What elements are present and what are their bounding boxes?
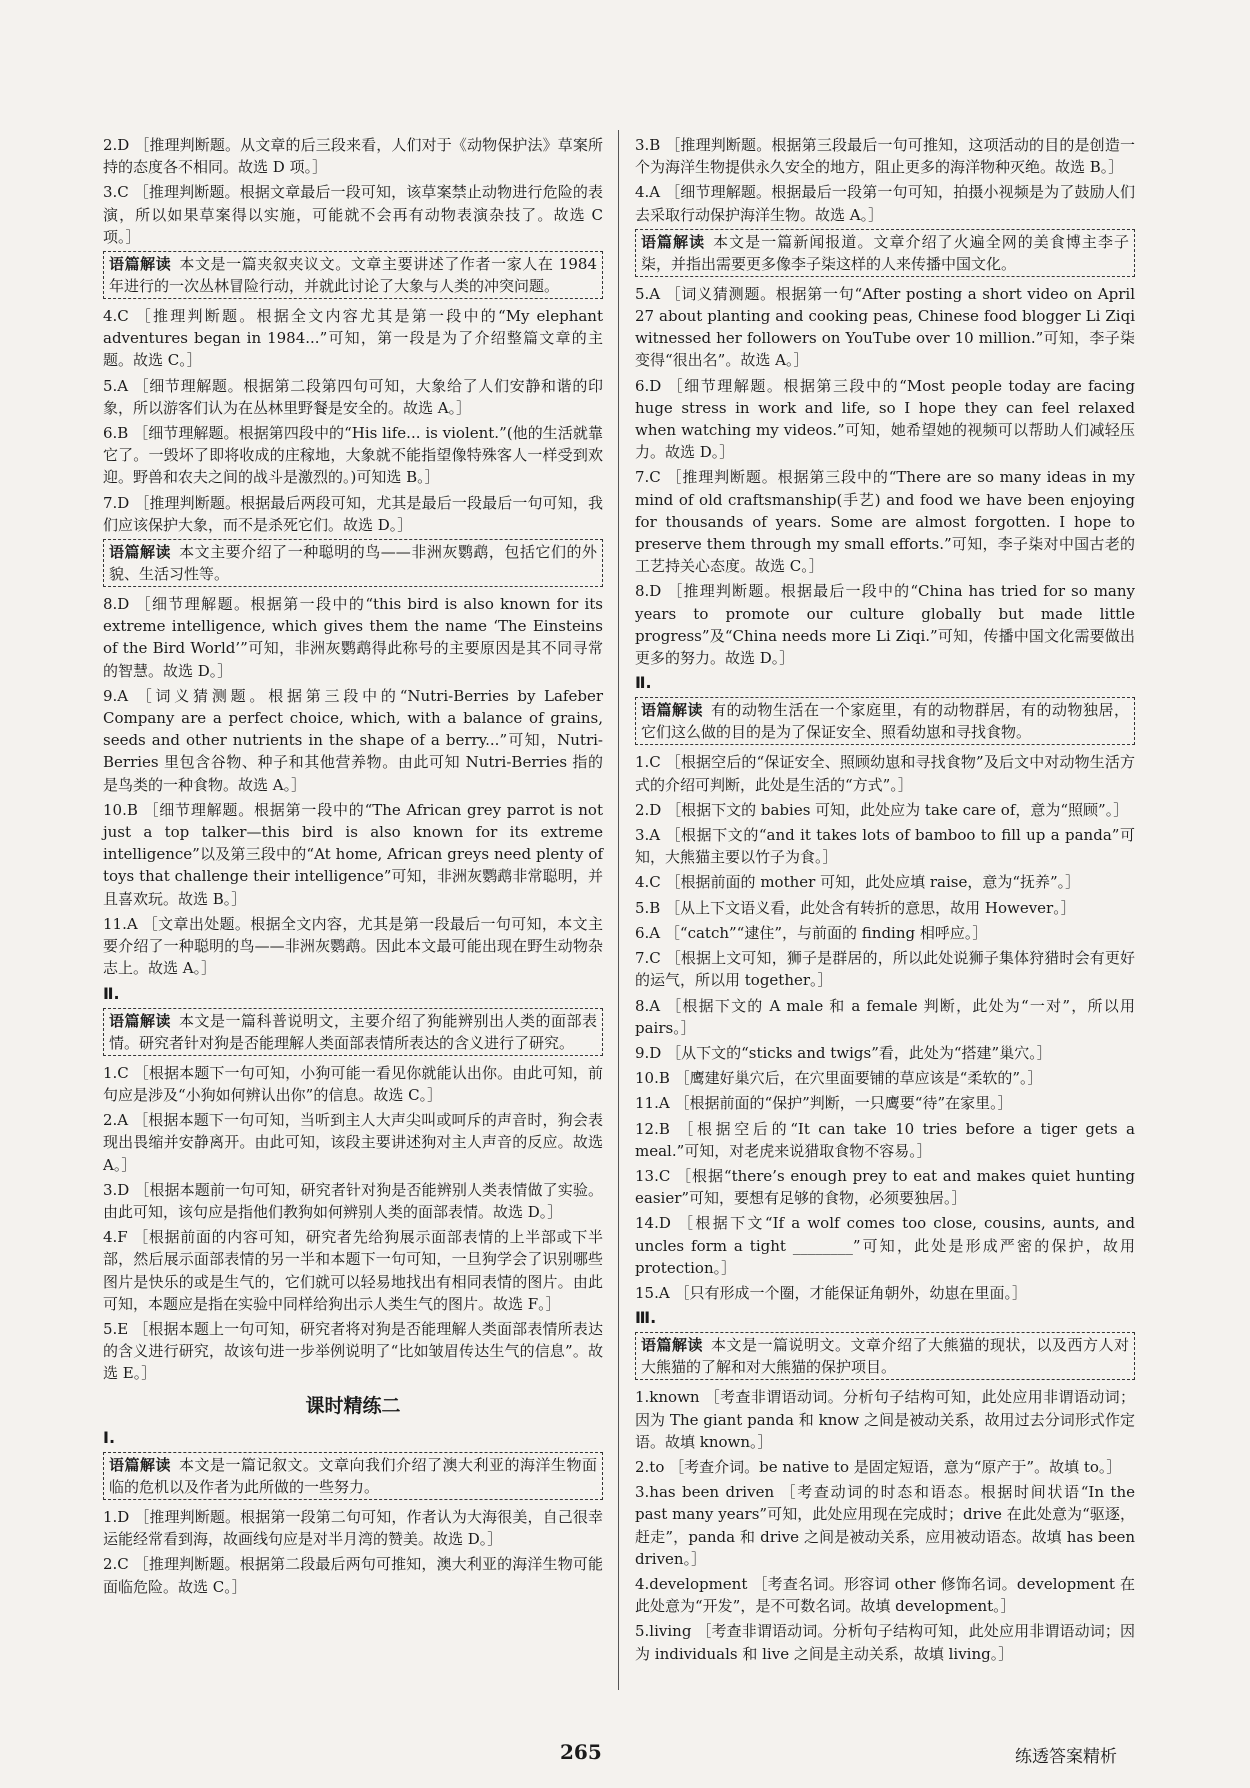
reading-analysis-box: [103, 539, 603, 587]
section-heading: 课时精练二: [305, 1394, 401, 1417]
column-divider: [618, 130, 619, 1690]
reading-analysis-box: [635, 697, 1135, 745]
reading-analysis-text: 本文是一篇新闻报道。文章介绍了火遍全网的美食博主李子柒，并指出需要更多像李子柒这样的人来传播中国文化。: [641, 232, 1129, 273]
answer-item: 7.C ［根据上文可知，狮子是群居的，所以此处说狮子集体狩猎时会有更好的运气，所以用 together。］: [635, 949, 1135, 990]
answer-item: 6.A ［“catch”“逮住”，与前面的 finding 相呼应。］: [635, 923, 988, 942]
answer-item: 8.A ［根据下文的 A male 和 a female 判断，此处为“一对”，所以用 pairs。］: [635, 996, 1135, 1037]
answer-item: 6.D ［细节理解题。根据第三段中的“Most people today are facing huge stress in work and life, so I hope they can feel relaxed when watching my videos.”可知，她希望她的视频可以帮助人们减轻压力。故选 D。］: [635, 376, 1135, 462]
reading-analysis-title: 语篇解读: [109, 1011, 171, 1030]
answer-item: 9.D ［从下文的“sticks and twigs”看，此处为“搭建”巢穴。］: [635, 1043, 1052, 1062]
answer-item: 3.C ［推理判断题。根据文章最后一段可知，该草案禁止动物进行危险的表演，所以如果草案得以实施，可能就不会再有动物表演杂技了。故选 C 项。］: [103, 183, 603, 246]
answer-item: 2.D ［推理判断题。从文章的后三段来看，人们对于《动物保护法》草案所持的态度各不相同。故选 D 项。］: [103, 136, 603, 177]
answer-item: 5.living ［考查非谓语动词。分析句子结构可知，此处应用非谓语动词；因为 individuals 和 live 之间是主动关系，故填 living。］: [635, 1622, 1135, 1663]
reading-analysis-title: 语篇解读: [109, 543, 172, 562]
answer-item: 4.C ［推理判断题。根据全文内容尤其是第一段中的“My elephant adventures began in 1984...”可知，第一段是为了介绍整篇文章的主题。故选 C。］: [103, 307, 603, 370]
reading-analysis-title: 语篇解读: [109, 1455, 171, 1474]
reading-analysis-text: 本文是一篇记叙文。文章向我们介绍了澳大利亚的海洋生物面临的危机以及作者为此所做的一些努力。: [109, 1455, 597, 1496]
section-marker: Ⅱ.: [103, 983, 120, 1003]
answer-item: 11.A ［根据前面的“保护”判断，一只鹰要“待”在家里。］: [635, 1094, 1013, 1113]
page-number: 265: [560, 1740, 602, 1764]
answer-item: 4.C ［根据前面的 mother 可知，此处应填 raise，意为“抚养”。］: [635, 873, 1081, 892]
reading-analysis-title: 语篇解读: [641, 1336, 703, 1355]
answer-item: 3.A ［根据下文的“and it takes lots of bamboo to fill up a panda”可知，大熊猫主要以竹子为食。］: [635, 826, 1135, 867]
answer-item: 13.C ［根据“there’s enough prey to eat and makes quiet hunting easier”可知，要想有足够的食物，必须要独居。］: [635, 1166, 1135, 1208]
answer-item: 9.A ［词义猜测题。根据第三段中的“Nutri-Berries by Lafeber Company are a perfect choice, which, with a balance of grains, seeds and other nutrients in the shape of a berry...”可知，Nutri-Berries 里包含谷物、种子和其他营养物。由此可知 Nutri-Berries 指的是鸟类的一种食物。故选 A。］: [103, 686, 603, 794]
answer-item: 7.C ［推理判断题。根据第三段中的“There are so many ideas in my mind of old craftsmanship(手艺) and food we have been enjoying for thousands of years. Some are almost forgotten. I hope to preserve them through my small efforts.”可知，李子柒对中国古老的工艺持关心态度。故选 C。］: [635, 468, 1135, 576]
answer-item: 6.B ［细节理解题。根据第四段中的“His life... is violent.”(他的生活就靠它了。一毁坏了即将收成的庄稼地，大象就不能指望像特殊客人一样受到欢迎。野兽和农夫之间的战斗是激烈的。)可知选 B。］: [103, 424, 603, 487]
reading-analysis-box: [635, 1332, 1135, 1380]
answer-item: 15.A ［只有形成一个圈，才能保证角朝外，幼崽在里面。］: [635, 1283, 1027, 1302]
answer-item: 10.B ［鹰建好巢穴后，在穴里面要铺的草应该是“柔软的”。］: [635, 1069, 1043, 1088]
answer-item: 5.B ［从上下文语义看，此处含有转折的意思，故用 However。］: [635, 898, 1076, 917]
answer-item: 1.known ［考查非谓语动词。分析句子结构可知，此处应用非谓语动词；因为 The giant panda 和 know 之间是被动关系，故用过去分词形式作定语。故填 known。］: [635, 1388, 1135, 1451]
section-marker: Ⅰ.: [103, 1427, 116, 1447]
reading-analysis-box: [103, 1452, 603, 1500]
section-marker: Ⅲ.: [635, 1308, 657, 1328]
answer-item: 11.A ［文章出处题。根据全文内容，尤其是第一段最后一句可知，本文主要介绍了一种聪明的鸟——非洲灰鹦鹉。因此本文最可能出现在野生动物杂志上。故选 A。］: [103, 914, 603, 978]
answer-item: 4.development ［考查名词。形容词 other 修饰名词。development 在此处意为“开发”，是不可数名词。故填 development。］: [635, 1574, 1135, 1616]
answer-item: 8.D ［推理判断题。根据最后一段中的“China has tried for so many years to promote our culture globally but made little progress”及“China needs more Li Ziqi.”可知，传播中国文化需要做出更多的努力。故选 D。］: [635, 582, 1135, 668]
reading-analysis-title: 语篇解读: [641, 232, 706, 251]
answer-item: 4.F ［根据前面的内容可知，研究者先给狗展示面部表情的上半部或下半部，然后展示面部表情的另一半和本题下一句可知，一旦狗学会了识别哪些图片是快乐的或是生气的，它们就可以轻易地找出有相同表情的图片。由此可知，本题应是指在实验中同样给狗出示人类生气的图片。故选 F。］: [103, 1228, 603, 1313]
answer-item: 12.B ［根据空后的“It can take 10 tries before a tiger gets a meal.”可知，对老虎来说猎取食物不容易。］: [635, 1119, 1135, 1160]
reading-analysis-title: 语篇解读: [109, 255, 172, 274]
answer-item: 3.B ［推理判断题。根据第三段最后一句可推知，这项活动的目的是创造一个为海洋生物提供永久安全的地方，阻止更多的海洋物种灭绝。故选 B。］: [635, 136, 1135, 177]
reading-analysis-box: [103, 251, 603, 299]
footer-label: 练透答案精析: [1015, 1747, 1117, 1767]
answer-item: 2.A ［根据本题下一句可知，当听到主人大声尖叫或呵斥的声音时，狗会表现出畏缩并安静离开。由此可知，该段主要讲述狗对主人声音的反应。故选 A。］: [103, 1111, 603, 1174]
reading-analysis-box: [635, 229, 1135, 277]
section-marker: Ⅱ.: [635, 673, 652, 693]
reading-analysis-title: 语篇解读: [641, 701, 703, 720]
answer-item: 7.D ［推理判断题。根据最后两段可知，尤其是最后一段最后一句可知，我们应该保护大象，而不是杀死它们。故选 D。］: [103, 493, 603, 534]
answer-item: 4.A ［细节理解题。根据最后一段第一句可知，拍摄小视频是为了鼓励人们去采取行动保护海洋生物。故选 A。］: [635, 183, 1135, 224]
answer-item: 14.D ［根据下文“If a wolf comes too close, cousins, aunts, and uncles form a tight ________”可知，此处是形成严密的保护，故用 protection。］: [635, 1214, 1135, 1277]
answer-item: 1.D ［推理判断题。根据第一段第二句可知，作者认为大海很美，自己很幸运能经常看到海，故画线句应是对半月湾的赞美。故选 D。］: [103, 1507, 603, 1549]
answer-item: 3.has been driven ［考查动词的时态和语态。根据时间状语“In the past many years”可知，此处应用现在完成时；drive 在此处意为“驱逐，赶走”，panda 和 drive 之间是被动关系，应用被动语态。故填 has been driven。］: [635, 1483, 1135, 1568]
reading-analysis-text: 本文主要介绍了一种聪明的鸟——非洲灰鹦鹉，包括它们的外貌、生活习性等。: [109, 543, 597, 584]
reading-analysis-box: [103, 1008, 603, 1056]
reading-analysis-text: 有的动物生活在一个家庭里，有的动物群居，有的动物独居，它们这么做的目的是为了保证安全、照看幼崽和寻找食物。: [641, 701, 1129, 742]
answer-item: 2.C ［推理判断题。根据第二段最后两句可推知，澳大利亚的海洋生物可能面临危险。故选 C。］: [103, 1555, 603, 1596]
answer-item: 3.D ［根据本题前一句可知，研究者针对狗是否能辨别人类表情做了实验。由此可知，该句应是指他们教狗如何辨别人类的面部表情。故选 D。］: [103, 1180, 603, 1221]
answer-item: 2.to ［考查介词。be native to 是固定短语，意为“原产于”。故填 to。］: [635, 1457, 1122, 1476]
answer-item: 8.D ［细节理解题。根据第一段中的“this bird is also known for its extreme intelligence, which gives them the name ‘The Einsteins of the Bird World’”可知，非洲灰鹦鹉得此称号的主要原因是其不同寻常的智慧。故选 D。］: [103, 595, 603, 680]
reading-analysis-text: 本文是一篇说明文。文章介绍了大熊猫的现状，以及西方人对大熊猫的了解和对大熊猫的保护项目。: [641, 1336, 1129, 1377]
answer-item: 5.E ［根据本题上一句可知，研究者将对狗是否能理解人类面部表情所表达的含义进行研究，故该句进一步举例说明了“比如皱眉传达生气的信息”。故选 E。］: [103, 1319, 603, 1383]
answer-item: 5.A ［细节理解题。根据第二段第四句可知，大象给了人们安静和谐的印象，所以游客们认为在丛林里野餐是安全的。故选 A。］: [103, 376, 603, 417]
reading-analysis-text: 本文是一篇夹叙夹议文。文章主要讲述了作者一家人在 1984 年进行的一次丛林冒险行动，并就此讨论了大象与人类的冲突问题。: [109, 255, 597, 296]
answer-item: 1.C ［根据空后的“保证安全、照顾幼崽和寻找食物”及后文中对动物生活方式的介绍可判断，此处是生活的“方式”。］: [635, 753, 1135, 794]
answer-item: 10.B ［细节理解题。根据第一段中的“The African grey parrot is not just a top talker—this bird is also known for its extreme intelligence”以及第三段中的“At home, African greys need plenty of toys that challenge their intelligence”可知，非洲灰鹦鹉非常聪明，并且喜欢玩。故选 B。］: [103, 800, 603, 908]
reading-analysis-text: 本文是一篇科普说明文，主要介绍了狗能辨别出人类的面部表情。研究者针对狗是否能理解人类面部表情所表达的含义进行了研究。: [109, 1011, 597, 1052]
answer-item: 5.A ［词义猜测题。根据第一句“After posting a short video on April 27 about planting and cooking peas, Chinese food blogger Li Ziqi witnessed her followers on YouTube over 10 million.”可知，李子柒变得“很出名”。故选 A。］: [635, 284, 1135, 370]
answer-item: 1.C ［根据本题下一句可知，小狗可能一看见你就能认出你。由此可知，前句应是涉及“小狗如何辨认出你”的信息。故选 C。］: [103, 1063, 603, 1104]
right-column: [635, 134, 1135, 1668]
answer-item: 2.D ［根据下文的 babies 可知，此处应为 take care of，意为“照顾”。］: [635, 800, 1129, 819]
left-column: [103, 134, 603, 1601]
